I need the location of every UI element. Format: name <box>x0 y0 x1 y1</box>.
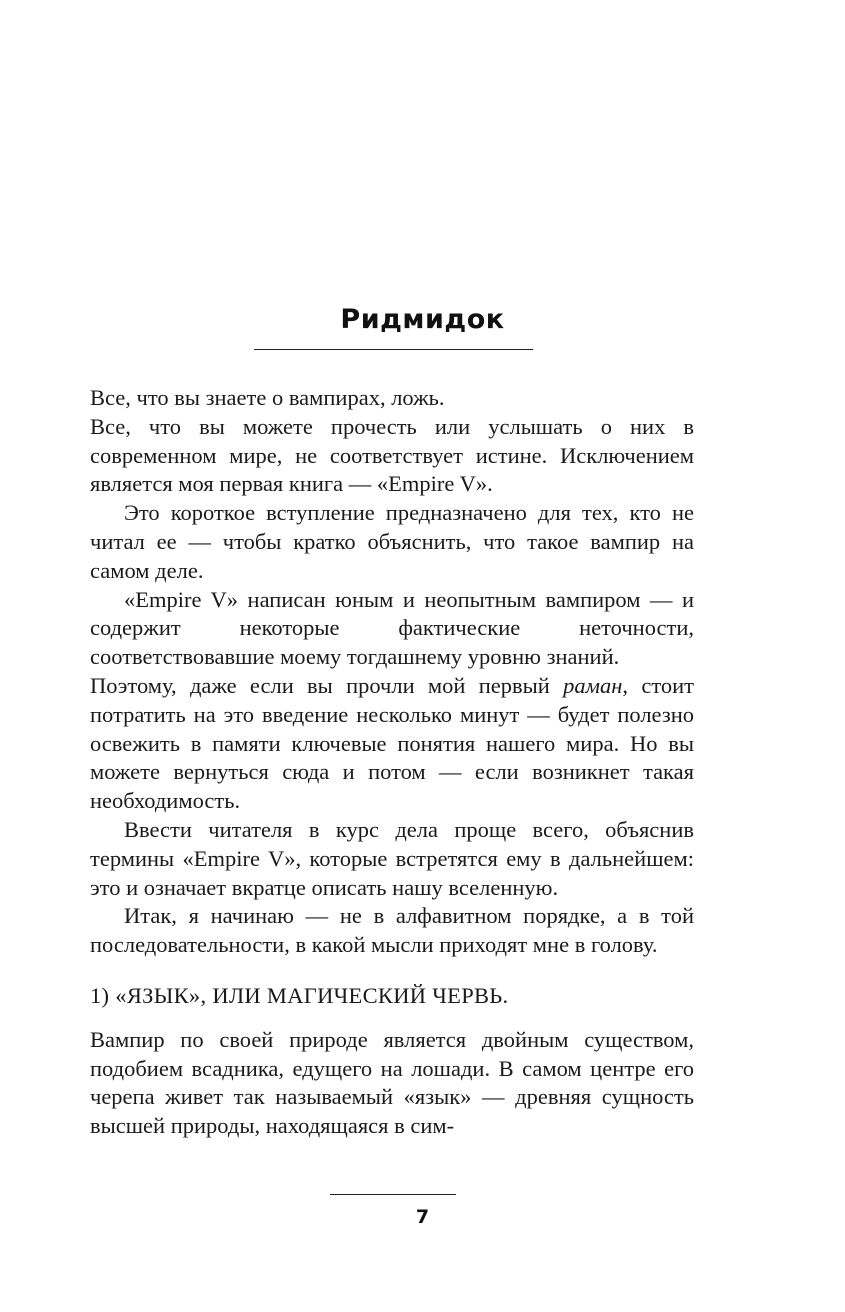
body-text <box>90 384 694 1141</box>
paragraph-5 <box>90 672 694 816</box>
paragraph-1: Все, что вы знаете о вампирах, ложь. <box>90 385 445 410</box>
chapter-title: Ридмидок <box>340 304 505 335</box>
title-underline <box>254 349 533 350</box>
paragraph-5-italic-word: раман <box>563 672 623 698</box>
paragraph-2: Все, что вы можете прочесть или услышать о них в современном мире, не соответствует истине. Исключением является моя первая книга — «Empire V». <box>90 413 694 497</box>
section-heading: 1) «ЯЗЫК», ИЛИ МАГИЧЕСКИЙ ЧЕРВЬ. <box>90 982 509 1008</box>
paragraph-5-start: Поэтому, даже если вы прочли мой первый <box>90 672 564 698</box>
section-paragraph: Вампир по своей природе является двойным существом, подобием всадника, едущего на лошади. В самом центре его черепа живет так называемый «язык» — древняя сущность высшей природы, находящаяся в сим- <box>90 1026 694 1139</box>
footer-rule <box>330 1194 456 1195</box>
paragraph-4: «Empire V» написан юным и неопытным вампиром — и содержит некоторые фактические неточности, соответствовавшие моему тогдашнему уровню знаний. <box>90 586 694 670</box>
paragraph-3: Это короткое вступление предназначено для тех, кто не читал ее — чтобы кратко объяснить, что такое вампир на самом деле. <box>90 500 694 583</box>
paragraph-7: Итак, я начинаю — не в алфавитном порядке, а в той последовательности, в какой мысли приходят мне в голову. <box>90 903 694 958</box>
page-number: 7 <box>415 1206 430 1228</box>
paragraph-6: Ввести читателя в курс дела проще всего, объяснив термины «Empire V», которые встретятся ему в дальнейшем: это и означает вкратце описать нашу вселенную. <box>90 816 694 900</box>
paragraph-5-end: , стоит потратить на это введение несколько минут — будет полезно освежить в памяти ключевые понятия нашего мира. Но вы можете вернуться сюда и потом — если возникнет такая необходимость. <box>90 672 694 814</box>
